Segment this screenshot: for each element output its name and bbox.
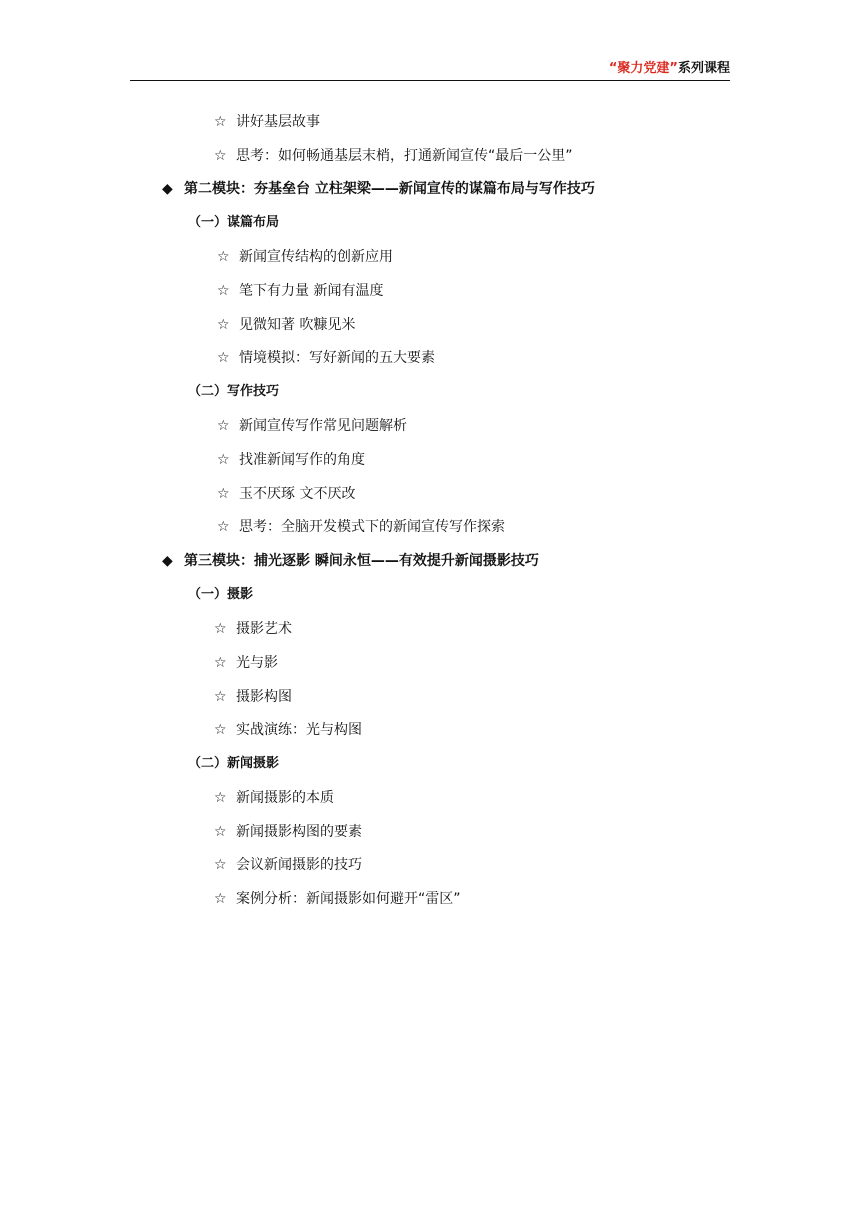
list-item: ☆ 案例分析：新闻摄影如何避开“雷区” <box>214 887 461 911</box>
list-item: ☆ 光与影 <box>214 651 278 675</box>
module-heading: ◆ 第三模块：捕光逐影 瞬间永恒——有效提升新闻摄影技巧 <box>162 549 539 573</box>
page-header <box>130 58 730 80</box>
list-item: ☆ 思考：全脑开发模式下的新闻宣传写作探索 <box>217 515 505 539</box>
star-icon: ☆ <box>217 249 230 265</box>
list-item: ☆ 见微知著 吹糠见米 <box>217 313 355 337</box>
star-icon: ☆ <box>214 689 227 705</box>
header-rule <box>130 80 730 81</box>
header-suffix: 系列课程 <box>677 61 730 76</box>
list-item: ☆ 新闻摄影的本质 <box>214 786 334 810</box>
star-icon: ☆ <box>214 621 227 637</box>
diamond-bullet-icon: ◆ <box>162 553 173 569</box>
list-item: ☆ 会议新闻摄影的技巧 <box>214 853 362 877</box>
list-item: ☆ 玉不厌琢 文不厌改 <box>217 482 355 506</box>
section-heading: （一）谋篇布局 <box>188 215 280 230</box>
list-item: ☆ 摄影构图 <box>214 685 292 709</box>
star-icon: ☆ <box>217 519 230 535</box>
list-item: ☆ 新闻摄影构图的要素 <box>214 820 362 844</box>
section-heading: （二）新闻摄影 <box>188 756 280 771</box>
star-icon: ☆ <box>217 317 230 333</box>
diamond-bullet-icon: ◆ <box>162 181 173 197</box>
list-item: ☆ 摄影艺术 <box>214 617 292 641</box>
header-accent: “聚力党建” <box>608 61 678 76</box>
list-item: ☆ 思考：如何畅通基层末梢，打通新闻宣传“最后一公里” <box>214 144 573 168</box>
list-item: ☆ 讲好基层故事 <box>214 110 320 134</box>
star-icon: ☆ <box>214 114 227 130</box>
list-item: ☆ 情境模拟：写好新闻的五大要素 <box>217 346 435 370</box>
star-icon: ☆ <box>214 857 227 873</box>
star-icon: ☆ <box>217 452 230 468</box>
star-icon: ☆ <box>214 655 227 671</box>
star-icon: ☆ <box>214 722 227 738</box>
section-heading: （一）摄影 <box>188 587 254 602</box>
list-item: ☆ 新闻宣传结构的创新应用 <box>217 245 393 269</box>
star-icon: ☆ <box>217 350 230 366</box>
star-icon: ☆ <box>214 790 227 806</box>
star-icon: ☆ <box>214 148 227 164</box>
list-item: ☆ 实战演练：光与构图 <box>214 718 362 742</box>
star-icon: ☆ <box>214 891 227 907</box>
list-item: ☆ 找准新闻写作的角度 <box>217 448 365 472</box>
list-item: ☆ 新闻宣传写作常见问题解析 <box>217 414 407 438</box>
list-item: ☆ 笔下有力量 新闻有温度 <box>217 279 383 303</box>
star-icon: ☆ <box>214 824 227 840</box>
module-heading: ◆ 第二模块：夯基垒台 立柱架梁——新闻宣传的谋篇布局与写作技巧 <box>162 177 595 201</box>
star-icon: ☆ <box>217 486 230 502</box>
star-icon: ☆ <box>217 283 230 299</box>
section-heading: （二）写作技巧 <box>188 384 280 399</box>
star-icon: ☆ <box>217 418 230 434</box>
